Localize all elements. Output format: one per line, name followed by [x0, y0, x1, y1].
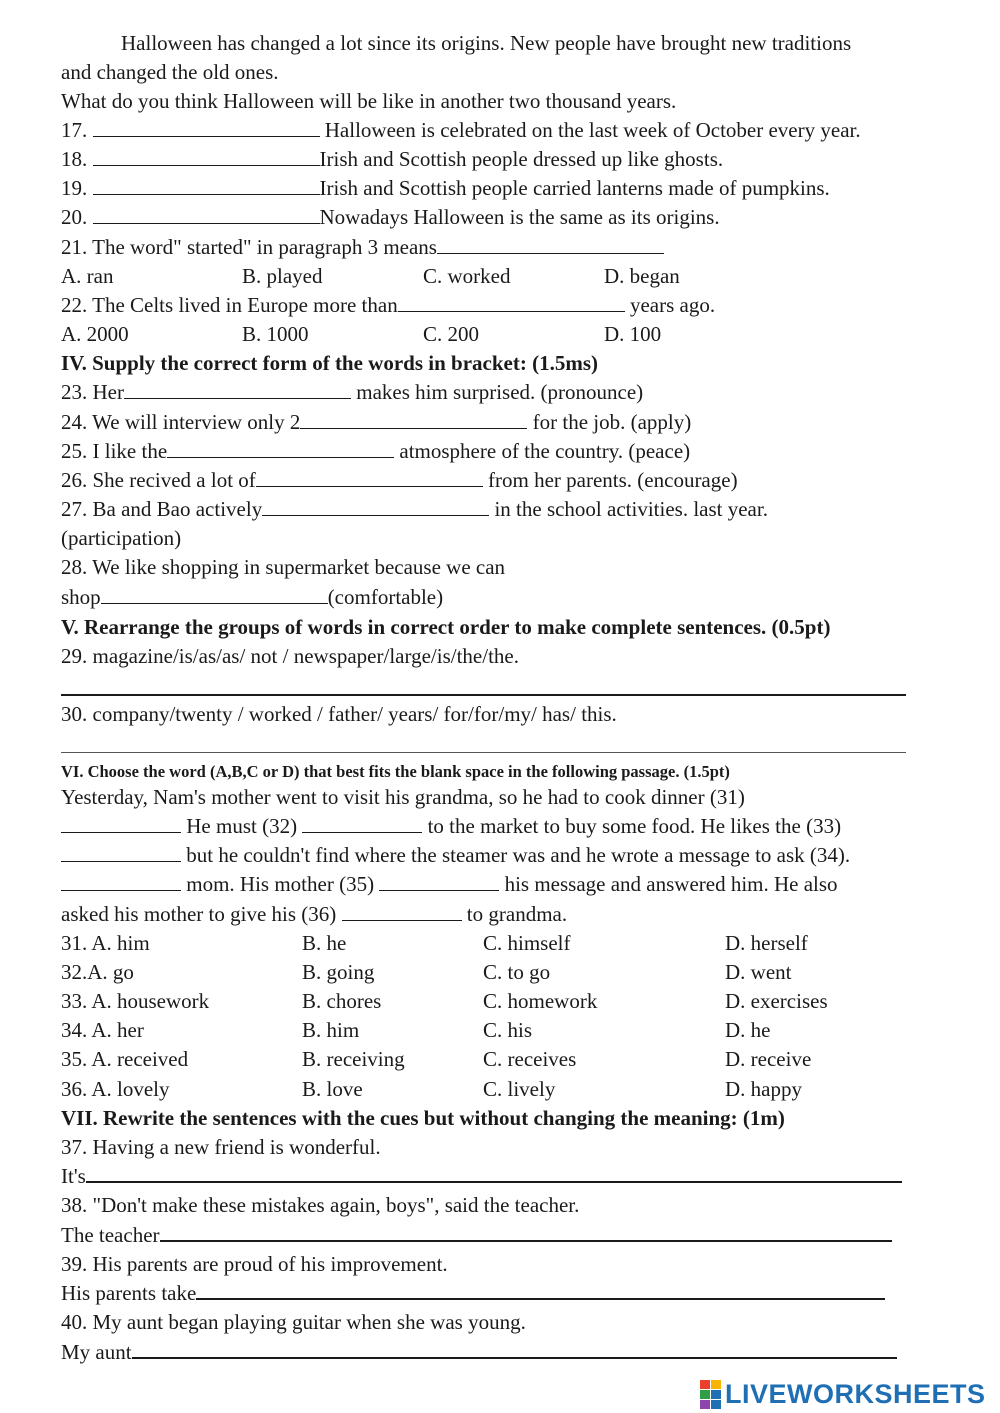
- answer-blank[interactable]: [93, 148, 320, 166]
- section-7-title: VII. Rewrite the sentences with the cues but without changing the meaning: (1m): [61, 1106, 785, 1130]
- section-5-title: V. Rearrange the groups of words in correct order to make complete sentences. (0.5pt): [61, 615, 831, 639]
- answer-blank[interactable]: [300, 411, 527, 429]
- question-23: [61, 378, 643, 407]
- cloze-line-4: [61, 870, 838, 899]
- blank-31[interactable]: [61, 815, 181, 833]
- q30-answer-line[interactable]: [61, 752, 906, 753]
- cloze-line-1: Yesterday, Nam's mother went to visit his grandma, so he had to cook dinner (31): [61, 785, 745, 809]
- liveworksheets-logo: [700, 1378, 986, 1410]
- rewrite-38: [61, 1221, 892, 1250]
- question-29: 29. magazine/is/as/as/ not / newspaper/large/is/the/the.: [61, 644, 519, 668]
- cloze-text: but he couldn't find where the steamer was and he wrote a message to ask (34).: [186, 843, 851, 867]
- question-text: 26. She recived a lot of: [61, 468, 256, 492]
- answer-blank[interactable]: [398, 294, 625, 312]
- q31-option-b[interactable]: B. he: [302, 931, 347, 955]
- question-number: 17.: [61, 118, 88, 142]
- cloze-text: his message and answered him. He also: [504, 872, 838, 896]
- passage-line-2: and changed the old ones.: [61, 60, 279, 84]
- rewrite-cue: The teacher: [61, 1223, 160, 1247]
- rewrite-cue: My aunt: [61, 1340, 132, 1364]
- q21-option-c[interactable]: C. worked: [423, 264, 511, 288]
- q31-option-c[interactable]: C. himself: [483, 931, 571, 955]
- question-28-line-1: 28. We like shopping in supermarket because we can: [61, 555, 506, 579]
- question-40: 40. My aunt began playing guitar when she was young.: [61, 1310, 526, 1334]
- q22-option-b[interactable]: B. 1000: [242, 322, 309, 346]
- question-text-after: for the job. (apply): [532, 410, 692, 434]
- answer-blank[interactable]: [93, 206, 320, 224]
- q34-option-d[interactable]: D. he: [725, 1018, 771, 1042]
- rewrite-cue: His parents take: [61, 1281, 197, 1305]
- blank-35[interactable]: [379, 873, 499, 891]
- q32-option-c[interactable]: C. to go: [483, 960, 551, 984]
- q22-option-c[interactable]: C. 200: [423, 322, 480, 346]
- answer-blank[interactable]: [256, 469, 483, 487]
- rewrite-39: [61, 1279, 885, 1308]
- q22-option-d[interactable]: D. 100: [604, 322, 662, 346]
- cloze-text: asked his mother to give his (36): [61, 902, 337, 926]
- question-19: [61, 174, 830, 203]
- q32-option-a[interactable]: 32.A. go: [61, 960, 134, 984]
- q29-answer-line[interactable]: [61, 694, 906, 696]
- passage-line-1: Halloween has changed a lot since its origins. New people have brought new traditions: [121, 31, 852, 55]
- answer-blank[interactable]: [93, 119, 320, 137]
- section-4-title: IV. Supply the correct form of the words in bracket: (1.5ms): [61, 351, 598, 375]
- question-27: [61, 495, 768, 524]
- q21-option-b[interactable]: B. played: [242, 264, 323, 288]
- answer-blank[interactable]: [167, 440, 394, 458]
- question-text-after: makes him surprised. (pronounce): [356, 380, 644, 404]
- question-text: 21. The word" started" in paragraph 3 means: [61, 235, 437, 259]
- blank-36[interactable]: [342, 903, 462, 921]
- rewrite-answer-line[interactable]: [86, 1163, 902, 1183]
- question-text: shop: [61, 585, 101, 609]
- rewrite-cue: It's: [61, 1164, 86, 1188]
- question-18: [61, 145, 723, 174]
- cloze-text: He must (32): [186, 814, 298, 838]
- question-text: 24. We will interview only 2: [61, 410, 301, 434]
- question-24: [61, 408, 691, 437]
- liveworksheets-logo-text: LIVEWORKSHEETS: [725, 1378, 986, 1409]
- question-26: [61, 466, 738, 495]
- q36-option-c[interactable]: C. lively: [483, 1077, 556, 1101]
- statement-text: Halloween is celebrated on the last week of October every year.: [324, 118, 861, 142]
- q34-option-b[interactable]: B. him: [302, 1018, 360, 1042]
- question-20: [61, 203, 720, 232]
- question-number: 19.: [61, 176, 88, 200]
- blank-32[interactable]: [302, 815, 422, 833]
- q36-option-a[interactable]: 36. A. lovely: [61, 1077, 170, 1101]
- question-39: 39. His parents are proud of his improvement.: [61, 1252, 448, 1276]
- question-27-cont: (participation): [61, 526, 182, 550]
- question-text: 27. Ba and Bao actively: [61, 497, 263, 521]
- question-38: 38. "Don't make these mistakes again, boys", said the teacher.: [61, 1193, 580, 1217]
- question-text: 22. The Celts lived in Europe more than: [61, 293, 398, 317]
- q33-option-a[interactable]: 33. A. housework: [61, 989, 210, 1013]
- question-text-after: years ago.: [629, 293, 716, 317]
- blank-33[interactable]: [61, 844, 181, 862]
- q21-option-d[interactable]: D. began: [604, 264, 680, 288]
- answer-blank[interactable]: [262, 498, 489, 516]
- question-text-after: in the school activities. last year.: [494, 497, 768, 521]
- q34-option-c[interactable]: C. his: [483, 1018, 533, 1042]
- answer-blank[interactable]: [124, 381, 351, 399]
- cloze-text: to the market to buy some food. He likes the (33): [427, 814, 842, 838]
- q36-option-b[interactable]: B. love: [302, 1077, 363, 1101]
- statement-text: Irish and Scottish people carried lanterns made of pumpkins.: [319, 176, 830, 200]
- question-25: [61, 437, 690, 466]
- answer-blank[interactable]: [93, 177, 320, 195]
- q35-option-d[interactable]: D. receive: [725, 1047, 812, 1071]
- question-28-line-2: [61, 583, 443, 612]
- question-21: [61, 233, 664, 262]
- rewrite-40: [61, 1338, 897, 1367]
- q33-option-b[interactable]: B. chores: [302, 989, 382, 1013]
- question-22: [61, 291, 715, 320]
- question-number: 18.: [61, 147, 88, 171]
- q35-option-a[interactable]: 35. A. received: [61, 1047, 189, 1071]
- answer-blank[interactable]: [101, 586, 328, 604]
- question-text: 25. I like the: [61, 439, 168, 463]
- q31-option-d[interactable]: D. herself: [725, 931, 808, 955]
- q33-option-c[interactable]: C. homework: [483, 989, 598, 1013]
- q34-option-a[interactable]: 34. A. her: [61, 1018, 144, 1042]
- question-number: 20.: [61, 205, 88, 229]
- question-text: 23. Her: [61, 380, 124, 404]
- q22-option-a[interactable]: A. 2000: [61, 322, 129, 346]
- passage-line-3: What do you think Halloween will be like in another two thousand years.: [61, 89, 677, 113]
- cloze-line-2: [61, 812, 841, 841]
- q21-option-a[interactable]: A. ran: [61, 264, 114, 288]
- statement-text: Irish and Scottish people dressed up like ghosts.: [319, 147, 724, 171]
- q36-option-d[interactable]: D. happy: [725, 1077, 802, 1101]
- liveworksheets-logo-icon: [700, 1380, 721, 1409]
- q33-option-d[interactable]: D. exercises: [725, 989, 828, 1013]
- rewrite-answer-line[interactable]: [132, 1339, 897, 1359]
- blank-34[interactable]: [61, 873, 181, 891]
- cloze-line-5: [61, 900, 567, 929]
- question-17: [61, 116, 861, 145]
- answer-blank[interactable]: [437, 236, 664, 254]
- question-text-after: (comfortable): [327, 585, 444, 609]
- q31-option-a[interactable]: 31. A. him: [61, 931, 150, 955]
- q35-option-b[interactable]: B. receiving: [302, 1047, 405, 1071]
- question-37: 37. Having a new friend is wonderful.: [61, 1135, 381, 1159]
- cloze-text: to grandma.: [466, 902, 568, 926]
- section-6-title: VI. Choose the word (A,B,C or D) that best fits the blank space in the following passage. (1.5pt): [61, 762, 730, 781]
- q35-option-c[interactable]: C. receives: [483, 1047, 577, 1071]
- question-text-after: atmosphere of the country. (peace): [399, 439, 691, 463]
- question-text-after: from her parents. (encourage): [488, 468, 738, 492]
- rewrite-answer-line[interactable]: [196, 1280, 885, 1300]
- rewrite-37: [61, 1162, 902, 1191]
- statement-text: Nowadays Halloween is the same as its origins.: [319, 205, 720, 229]
- q32-option-d[interactable]: D. went: [725, 960, 792, 984]
- cloze-line-3: [61, 841, 850, 870]
- cloze-text: mom. His mother (35): [186, 872, 375, 896]
- q32-option-b[interactable]: B. going: [302, 960, 375, 984]
- rewrite-answer-line[interactable]: [160, 1222, 892, 1242]
- question-30: 30. company/twenty / worked / father/ years/ for/for/my/ has/ this.: [61, 702, 617, 726]
